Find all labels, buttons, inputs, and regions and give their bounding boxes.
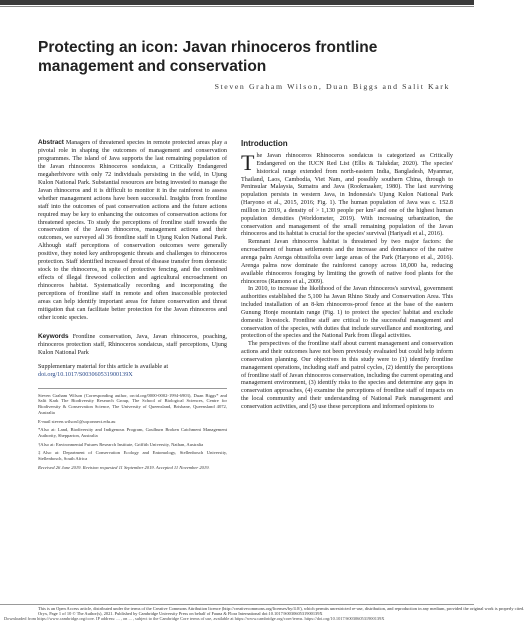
footnote-also-at-1: *Also at: Land, Biodiversity and Indigenous Program, Goulburn Broken Catchment Management Authority, Shepparton, Australia xyxy=(38,427,227,438)
footnote-also-at-3: ‡Also at: Department of Conservation Ecology and Entomology, Stellenbosch University, Stellenbosch, South Africa xyxy=(38,450,227,462)
received-dates: Received 26 June 2019. Revision requested 11 September 2019. Accepted 11 November 2019. xyxy=(38,464,210,470)
keywords-text: Frontline conservation, Java, Javan rhinoceros, poaching, rhinoceros protection staff, Rhinoceros sondaicus, staff perceptions, Ujung Kulon National Park xyxy=(38,333,227,356)
introduction-heading: Introduction xyxy=(241,139,288,148)
footnote-email[interactable]: E-mail steven.wilson1@uqconnect.edu.au xyxy=(38,418,116,424)
abstract-text: Managers of threatened species in remote protected areas play a pivotal role in shaping the outcomes of management and conservation programmes. The island of Java supports the last remaining population of the Javan rhinoceros Rhinoceros sondaicus, a Critically Endangered megaherbivore with only 72 individuals persisting in the wild, in Ujung Kulon National Park. Substantial resources are being invested to manage the Javan rhinoceros and it is difficult to monitor it in the rainforest to assess whether management actions have been successful. Insights from frontline staff into the outcomes of past conservation actions and the future actions required may be key to enhancing the outcomes of conservation actions for threatened species. To study the perceptions of frontline staff towards the conservation of the Javan rhinoceros, management actions and their outcomes, we surveyed all 36 frontline staff in Ujung Kulon National Park. Although staff perceptions of conservation outcomes were generally positive, they noted key anthropogenic threats and challenges to rhinoceros protection. Staff identified increased threat of disease transfer from domestic stock to the rhinoceros, in spite of protective fencing, and the combined effects of illegal firewood collection and agricultural encroachment on rhinoceros habitat. Systematically recording and incorporating the perceptions of frontline staff in remote and often inaccessible protected areas can help identify important areas for future conservation and threat mitigation that can facilitate better protection for the Javan rhinoceros and other iconic species. xyxy=(38,140,227,321)
right-column xyxy=(241,139,453,412)
keywords xyxy=(38,333,227,358)
top-rule-thin xyxy=(0,6,474,7)
footnote-divider xyxy=(38,388,227,389)
intro-paragraph-3: In 2010, to increase the likelihood of the Javan rhinoceros's survival, government authorities established the 5,100 ha Javan Rhino Study and Conservation Area. This included installation of an 8-km rhinoceros-proof fence at the base of the eastern Gunung Honje mountain range (Fig. 1) to protect the species' habitat and exclude domestic livestock. Frontline staff are critical to the successful management and conservation of the species, with duties that include surveillance and monitoring, and protection of the species and the National Park from illegal activities. xyxy=(241,286,453,340)
intro-paragraph-1-text: he Javan rhinoceros Rhinoceros sondaicus is categorized as Critically Endangered on the IUCN Red List (Ellis & Talukdar, 2020). The species' historical range extended from north-eastern India, Bangladesh, Myanmar, Thailand, Laos, Cambodia, Viet Nam, and possibly southern China, through to Peninsular Malaysia, Sumatra and Java (Rookmaaker, 1980). The last surviving population persists in western Java, in Indonesia's Ujung Kulon National Park (Haryono et al., 2015, 2016; Fig. 1). The human population of Java was c. 152.8 million in 2019, a density of > 1,130 people per km² and one of the highest human population densities (Worldometer, 2019). With increasing urbanization, the conservation and management of the small remaining population of the Javan rhinoceros and its habitat is crucial for the species' survival (Hariyadi et al., 2016). xyxy=(241,153,453,238)
download-notice: Downloaded from https://www.cambridge.org/core. IP address: ... , on ... , subject to the Cambridge Core terms of use, available at https://www.cambridge.org/core/terms. https://doi.org/10.1017/S003060531900139X xyxy=(4,616,385,621)
supplementary-text: Supplementary material for this article is available at xyxy=(38,363,169,370)
intro-paragraph-2: Remnant Javan rhinoceros habitat is threatened by two major factors: the encroachment of human settlements and the increase and dominance of the native arenga palm Arenga obtusifolia over large areas of the Park (Haryono et al., 2016). Arenga palms now dominate the rainforest canopy across 18,000 ha, reducing available rhinoceros foraging by limiting the growth of native food plants for the rhinoceros (Ramono et al., 2009). xyxy=(241,239,453,285)
author-list: Steven Graham Wilson, Duan Biggs and Salit Kark xyxy=(214,82,450,91)
drop-cap: T xyxy=(241,150,255,175)
abstract xyxy=(38,139,227,323)
top-rule xyxy=(0,0,474,5)
intro-paragraph-4: The perspectives of the frontline staff about current management and conservation actions and their outcomes have not been previously evaluated but could help inform conservation planning. Our objectives in this study were to (1) identify frontline management operations, including staff and patrol cycles, (2) identify the perceptions of frontline staff of Javan rhinoceros conservation, including the current operating and management environment, (3) identify risks to the species and determine any gaps in conservation approaches, (4) examine the perceptions of frontline staff of impacts on the local community and their understanding of National Park management and conservation activities, and (5) use these perceptions and informed opinions to xyxy=(241,341,454,410)
abstract-label: Abstract xyxy=(38,139,64,146)
article-title: Protecting an icon: Javan rhinoceros frontline management and conservation xyxy=(38,39,378,75)
license-text: This is an Open Access article, distributed under the terms of the Creative Commons Attribution licence (http://creativecommons.org/licenses/by/4.0/), which permits unrestricted re-use, distribution, and reproduction in any medium, provided the original work is properly cited. xyxy=(38,606,524,611)
journal-citation: Oryx, Page 1 of 10 © The Author(s), 2021. Published by Cambridge University Press on behalf of Fauna & Flora International doi:10.1017/S003060531900139X xyxy=(38,611,323,617)
supplementary-doi-link[interactable]: doi.org/10.1017/S003060531900139X xyxy=(38,371,133,378)
intro-paragraph-1 xyxy=(241,150,453,239)
footnote-also-at-2: †Also at: Environmental Futures Research Institute, Griffith University, Nathan, Australia xyxy=(38,441,204,447)
license-notice xyxy=(38,606,524,617)
supplementary-note xyxy=(38,364,227,380)
footnote-author-affiliation: Steven Graham Wilson (Corresponding author, orcid.org/0000-0002-1994-6903), Duan Biggs* and Salit Kark The Biodiversity Research Group, The School of Biological Sciences, Centre for Biodiversity & Conservation Science, The University of Queensland, Brisbane, Queensland 4072, Australia xyxy=(38,392,227,415)
keywords-label: Keywords xyxy=(38,332,69,340)
footer-divider xyxy=(0,604,474,605)
left-column xyxy=(38,139,227,473)
